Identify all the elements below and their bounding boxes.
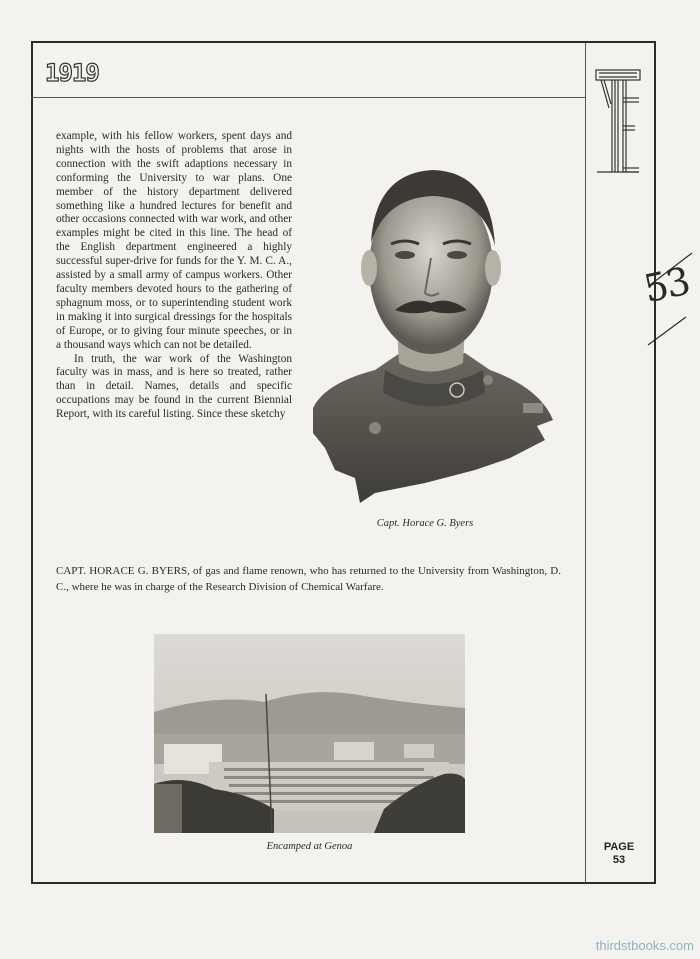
page-label: PAGE xyxy=(603,841,635,853)
year-logo: 1919 xyxy=(45,59,99,87)
article-column xyxy=(56,130,292,422)
header-rule xyxy=(31,97,585,98)
sidebar-divider xyxy=(585,43,586,883)
page-number: 53 xyxy=(612,854,626,866)
page-number-block xyxy=(596,841,642,867)
portrait-photo xyxy=(305,158,555,508)
genoa-photo xyxy=(154,634,465,833)
article-paragraph: In truth, the war work of the Washington faculty was in mass, and is here so treated, rather than in detail. Names, details and specific occupations may be found in the current Biennial Report, with its careful listing. Since these sketchy xyxy=(56,352,292,421)
bio-caption: CAPT. HORACE G. BYERS, of gas and flame renown, who has returned to the University from Washington, D. C., where he was in charge of the Research Division of Chemical Warfare. xyxy=(56,565,561,593)
handwritten-note-text: 53 xyxy=(639,258,693,312)
handwritten-page-note xyxy=(640,245,700,355)
tyee-logo xyxy=(595,68,641,176)
article-paragraph: example, with his fellow workers, spent days and nights with the hosts of problems that arose in connection with the swift adaptions necessary in conforming the University to war plans. One member of the history department delivered something like a hundred lectures for benefit and other occasions connected with war work, and other examples might be cited in this line. The head of the English department engineered a highly successful super-drive for funds for the Y. M. C. A., assisted by a small army of campus workers. Other faculty members devoted hours to the gathering of sphagnum moss, or to superintending student work in making it into surgical dressings for the hospitals of Europe, or to giving four minute speeches, or in a thousand ways which can not be detailed. xyxy=(56,130,292,351)
watermark: thirdstbooks.com xyxy=(595,938,694,953)
photo-caption: Encamped at Genoa xyxy=(266,841,353,852)
portrait-caption: Capt. Horace G. Byers xyxy=(376,518,474,529)
